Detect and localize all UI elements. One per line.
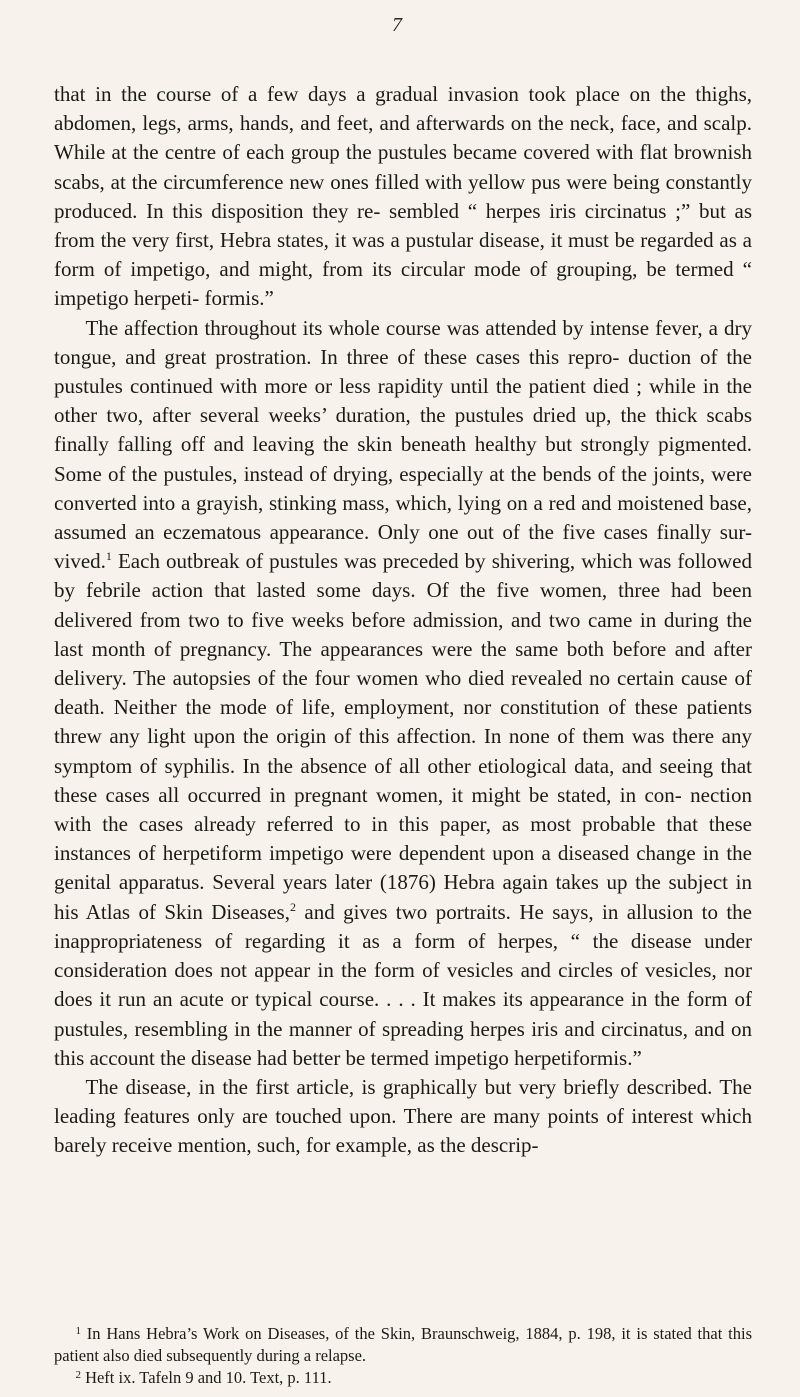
footnotes	[54, 1323, 752, 1389]
body-text	[54, 80, 752, 1161]
footnote-ref: 1	[105, 549, 112, 564]
footnote-marker: 2	[75, 1369, 81, 1381]
paragraph	[54, 314, 752, 1073]
text-run: that in the course of a few days a gradual invasion took place on the thighs, abdomen, legs, arms, hands, and feet, and afterwards on the neck, face, and scalp. While at the centre of each group the pustules became covered with flat brownish scabs, at the circumference new ones filled with yellow pus were being constantly produced. In this disposition they re- sembled “ herpes iris circinatus ;” but as from the very first, Hebra states, it was a pustular disease, it must be regarded as a form of impetigo, and might, from its circular mode of grouping, be termed “ impetigo herpeti- formis.”	[54, 82, 752, 311]
footnote-text: In Hans Hebra’s Work on Diseases, of the Skin, Braunschweig, 1884, p. 198, it is stated that this patient also died subsequently during a relapse.	[54, 1324, 752, 1365]
text-run: The disease, in the first article, is graphically but very briefly described. The leading features only are touched upon. There are many points of interest which barely receive mention, such, for example, as the descrip-	[54, 1074, 752, 1158]
paragraph	[54, 1073, 752, 1161]
footnote	[54, 1323, 752, 1367]
text-run: Each outbreak of pustules was preceded by shivering, which was followed by febrile action that lasted some days. Of the five women, three had been delivered from two to five weeks before admission, and two came in during the last month of pregnancy. The appearances were the same both before and after delivery. The autopsies of the four women who died revealed no certain cause of death. Neither the mode of life, employment, nor constitution of these patients threw any light upon the origin of this affection. In none of them was there any symptom of syphilis. In the absence of all other etiological data, and seeing that these cases all occurred in pregnant women, it might be stated, in con- nection with the cases already referred to in this paper, as most probable that these instances of herpetiform impetigo were dependent upon a diseased change in the genital apparatus. Several years later (1876) Hebra again takes up the subject in his Atlas of Skin Diseases,	[54, 549, 752, 924]
text-run: and gives two portraits. He says, in allusion to the inappropriateness of regarding it as a form of herpes, “ the disease under consideration does not appear in the form of vesicles and circles of vesicles, nor does it run an acute or typical course. . . . It makes its appearance in the form of pustules, resembling in the manner of spreading herpes iris and circinatus, and on this account the disease had better be termed impetigo herpetiformis.”	[54, 899, 752, 1070]
footnote-marker: 1	[75, 1325, 81, 1337]
text-run: The affection throughout its whole course was attended by intense fever, a dry tongue, and great prostration. In three of these cases this repro- duction of the pustules continued with more or less rapidity until the patient died ; while in the other two, after several weeks’ duration, the pustules dried up, the thick scabs finally falling off and leaving the skin beneath healthy but strongly pigmented. Some of the pustules, instead of drying, especially at the bends of the joints, were converted into a grayish, stinking mass, which, lying on a red and moistened base, assumed an eczematous appearance. Only one out of the five cases finally sur- vived.	[54, 315, 752, 574]
page-number: 7	[392, 14, 402, 36]
paragraph	[54, 80, 752, 314]
footnote-text: Heft ix. Tafeln 9 and 10. Text, p. 111.	[80, 1368, 332, 1387]
footnote-ref: 2	[289, 899, 296, 914]
footnote	[54, 1367, 752, 1389]
